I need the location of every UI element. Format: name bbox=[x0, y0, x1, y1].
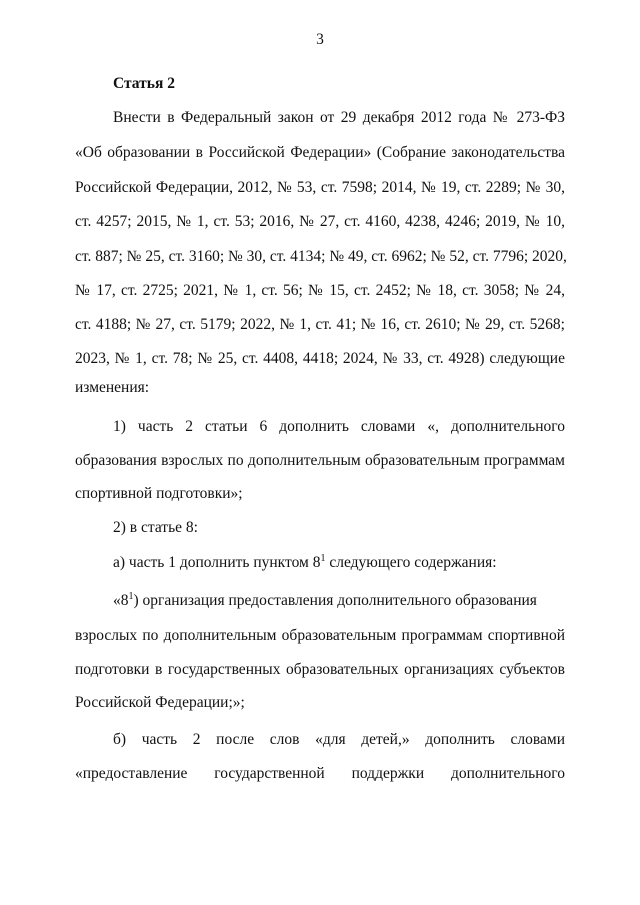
text-segment: а) часть 1 дополнить пунктом 8 bbox=[113, 554, 321, 571]
text-line: спортивной подготовки»; bbox=[75, 485, 243, 502]
superscript: 1 bbox=[320, 553, 326, 564]
text-line: Внести в Федеральный закон от 29 декабря 2012 года № 273-ФЗ bbox=[113, 109, 565, 126]
text-line-point-a bbox=[113, 553, 565, 573]
text-line: образования взрослых по дополнительным образовательным программам bbox=[75, 452, 565, 469]
text-segment: следующего содержания: bbox=[325, 554, 497, 571]
text-line: № 17, ст. 2725; 2021, № 1, ст. 56; № 15, ст. 2452; № 18, ст. 3058; № 24, bbox=[75, 282, 565, 299]
text-line: подготовки в государственных образовательных организациях субъектов bbox=[75, 661, 565, 678]
text-line: взрослых по дополнительным образовательным программам спортивной bbox=[75, 627, 565, 644]
text-line: 1) часть 2 статьи 6 дополнить словами «, дополнительного bbox=[113, 418, 565, 435]
text-line: «Об образовании в Российской Федерации» (Собрание законодательства bbox=[75, 144, 565, 161]
text-line: Российской Федерации, 2012, № 53, ст. 7598; 2014, № 19, ст. 2289; № 30, bbox=[75, 179, 565, 196]
text-segment: ) организация предоставления дополнительного образования bbox=[133, 592, 537, 609]
text-line: 2023, № 1, ст. 78; № 25, ст. 4408, 4418; 2024, № 33, ст. 4928) следующие bbox=[75, 350, 565, 367]
text-line: б) часть 2 после слов «для детей,» дополнить словами bbox=[113, 731, 565, 748]
article-title: Статья 2 bbox=[113, 75, 175, 92]
text-line-point-8-1 bbox=[113, 591, 565, 611]
page-number: 3 bbox=[316, 31, 324, 48]
superscript: 1 bbox=[128, 591, 134, 602]
text-line: ст. 4257; 2015, № 1, ст. 53; 2016, № 27, ст. 4160, 4238, 4246; 2019, № 10, bbox=[75, 213, 565, 230]
text-segment: «8 bbox=[113, 592, 129, 609]
text-line: ст. 4188; № 27, ст. 5179; 2022, № 1, ст. 41; № 16, ст. 2610; № 29, ст. 5268; bbox=[75, 316, 565, 333]
text-line: 2) в статье 8: bbox=[113, 519, 198, 536]
text-line: ст. 887; № 25, ст. 3160; № 30, ст. 4134; № 49, ст. 6962; № 52, ст. 7796; 2020, bbox=[75, 248, 567, 265]
text-line: «предоставление государственной поддержки дополнительного bbox=[75, 765, 565, 782]
text-line: Российской Федерации;»; bbox=[75, 694, 245, 711]
text-line: изменения: bbox=[75, 379, 150, 396]
